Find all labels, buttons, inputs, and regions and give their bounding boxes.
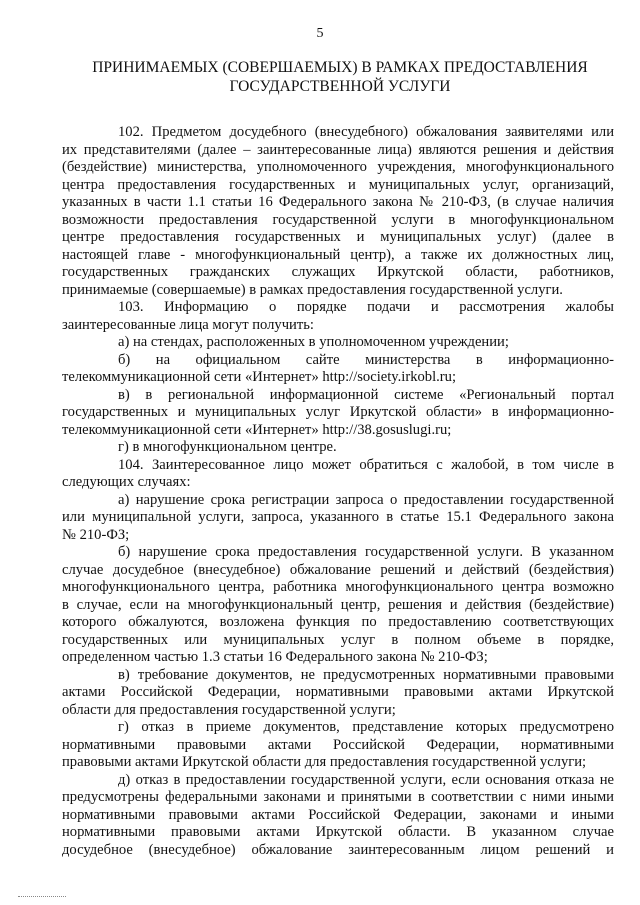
text-line: которого обжалуются, возложена функция по предоставлению соответствующих (62, 614, 614, 630)
section-heading-line: ГОСУДАРСТВЕННОЙ УСЛУГИ (229, 78, 451, 95)
text-line: следующих случаях: (62, 474, 191, 490)
text-line: д) отказ в предоставлении государственной услуги, если основания отказа не (118, 771, 614, 788)
text-line: случае досудебное (внесудебное) обжалование решений и действий (бездействия) (62, 561, 614, 578)
text-line: многофункционального центра, работника многофункционального центра возможно (62, 579, 614, 595)
text-line: или муниципальной услуги, запроса, указанного в статье 15.1 Федерального закона (62, 509, 614, 525)
text-line: их представителями (далее – заинтересованные лица) являются решения и действия (62, 141, 614, 158)
text-line: центра предоставления государственных и муниципальных услуг, организаций, (62, 176, 614, 193)
text-line: а) нарушение срока регистрации запроса о предоставлении государственной (118, 491, 614, 508)
text-line: государственных и муниципальных услуг Иркутской области» в информационно- (62, 404, 614, 420)
text-line: нормативными правовыми актами Иркутской области. В указанном случае (62, 824, 614, 840)
text-line: возможности предоставления государственной услуги в многофункциональном (62, 211, 614, 228)
text-line: принимаемые (совершаемые) в рамках предоставления государственной услуги. (62, 281, 563, 298)
text-line: правовыми актами Иркутской области для предоставления государственной услуги; (62, 754, 587, 770)
text-line: в) требование документов, не предусмотренных нормативными правовыми (118, 666, 614, 683)
text-line: № 210-ФЗ; (62, 526, 130, 543)
text-line: государственных гражданских служащих Иркутской области, работников, (62, 264, 614, 280)
text-line: телекоммуникационной сети «Интернет» http://society.irkobl.ru; (62, 369, 457, 385)
text-line: г) в многофункциональном центре. (118, 439, 337, 455)
text-line: в случае, если на многофункциональный центр, решения и действия (бездействие) (62, 596, 614, 613)
text-line: нормативными правовыми актами Российской Федерации, законами и иными (62, 806, 614, 823)
text-line: 104. Заинтересованное лицо может обратиться с жалобой, в том числе в (118, 456, 614, 473)
text-line: (бездействие) министерства, уполномоченного учреждения, многофункционального (62, 159, 614, 175)
section-heading (60, 58, 620, 96)
text-line: центре предоставления государственных и муниципальных услуг) (далее в (62, 229, 614, 245)
text-line: актами Российской Федерации, нормативными правовыми актами Иркутской (62, 684, 614, 700)
text-line: заинтересованные лица могут получить: (62, 316, 314, 333)
text-line: государственных или муниципальных услуг в полном объеме в порядке, (62, 631, 614, 648)
scan-footer-mark (18, 896, 66, 898)
text-line: б) на официальном сайте министерства в информационно- (118, 351, 614, 368)
text-line: досудебное (внесудебное) обжалование заинтересованным лицом решений и (62, 841, 614, 858)
text-line: г) отказ в приеме документов, представление которых предусмотрено (118, 719, 614, 735)
document-body (62, 124, 614, 859)
page-number: 5 (316, 26, 324, 41)
text-line: предусмотрены федеральными законами и принятыми в соответствии с ними иными (62, 789, 614, 805)
text-line: 103. Информацию о порядке подачи и рассмотрения жалобы (118, 299, 614, 315)
text-line: в) в региональной информационной системе «Региональный портал (118, 386, 614, 403)
text-line: указанных в части 1.1 статьи 16 Федерального закона № 210-ФЗ, (в случае наличия (62, 194, 614, 210)
text-line: телекоммуникационной сети «Интернет» http://38.gosuslugi.ru; (62, 421, 452, 438)
text-line: области для предоставления государственной услуги; (62, 701, 396, 718)
text-line: определенном частью 1.3 статьи 16 Федерального закона № 210-ФЗ; (62, 649, 488, 665)
text-line: настоящей главе - многофункциональный центр), а также их должностных лиц, (62, 246, 614, 263)
text-line: нормативными правовыми актами Российской Федерации, нормативными (62, 736, 614, 753)
section-heading-line: ПРИНИМАЕМЫХ (СОВЕРШАЕМЫХ) В РАМКАХ ПРЕДОСТАВЛЕНИЯ (92, 59, 588, 76)
text-line: 102. Предметом досудебного (внесудебного) обжалования заявителями или (118, 124, 614, 140)
text-line: а) на стендах, расположенных в уполномоченном учреждении; (118, 334, 509, 350)
text-line: б) нарушение срока предоставления государственной услуги. В указанном (118, 544, 614, 560)
